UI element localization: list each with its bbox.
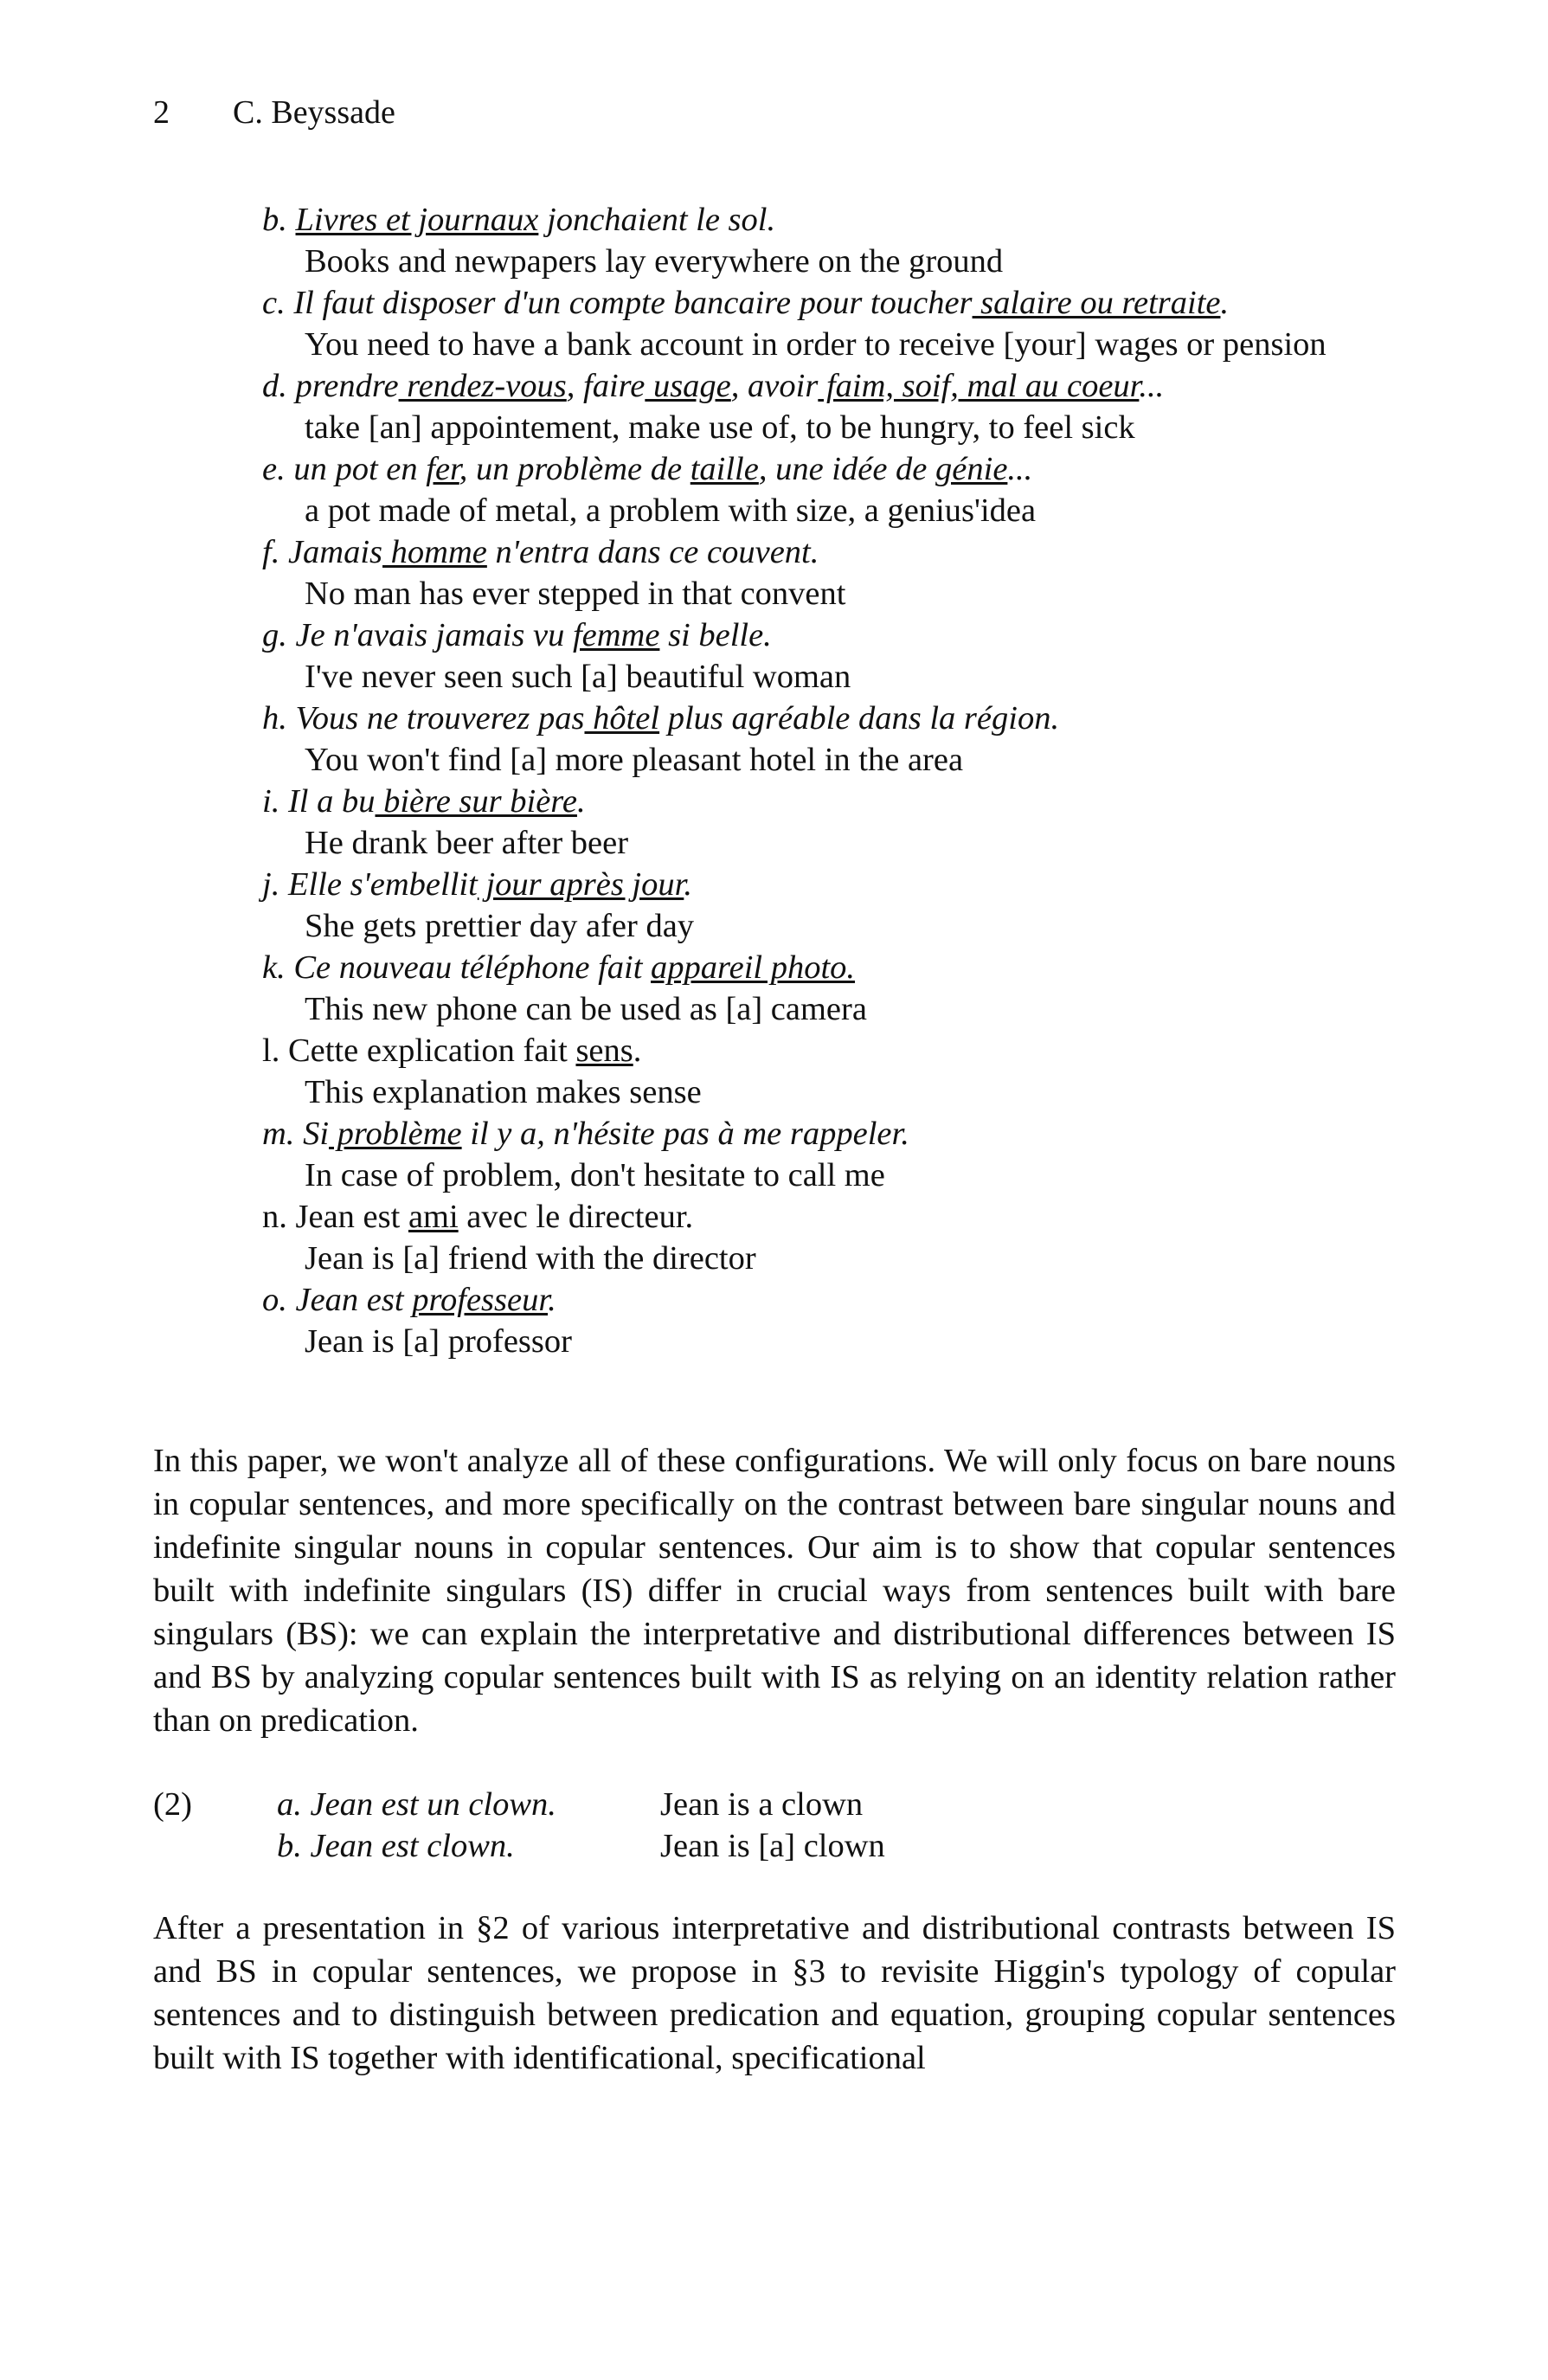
underlined-noun: usage	[645, 368, 731, 404]
body-paragraph-1: In this paper, we won't analyze all of these configurations. We will only focus on bare nouns in copular sentences, and more specifically on the contrast between bare singular nouns and indefinite singular nouns in copular sentences. Our aim is to show that copular sentences built with indefinite singulars (IS) differ in crucial ways from sentences built with bare singulars (BS): we can explain the interpretative and distributional differences between IS and BS by analyzing copular sentences built with IS as relying on an identity relation rather than on predication.	[153, 1443, 1396, 1739]
example-text: Je n'avais jamais vu	[286, 617, 573, 653]
example-item	[262, 448, 1413, 531]
example-text: Si	[294, 1116, 330, 1152]
example-text: .	[684, 866, 692, 903]
example-french	[262, 614, 1413, 656]
example-french	[262, 1113, 1413, 1155]
example-label: o.	[262, 1282, 287, 1318]
example-translation: This new phone can be used as [a] camera	[305, 991, 867, 1027]
example-item	[262, 864, 1413, 947]
example-text: .	[633, 1032, 642, 1069]
underlined-noun: génie	[935, 451, 1008, 487]
example-item	[262, 531, 1413, 614]
example-french	[262, 448, 1413, 490]
example-translation: No man has ever stepped in that convent	[305, 576, 846, 612]
example-text: si belle.	[659, 617, 772, 653]
example-french	[262, 282, 1413, 324]
underlined-noun: appareil photo.	[651, 949, 856, 986]
example-item	[262, 947, 1413, 1030]
example-item	[262, 199, 1413, 282]
example-translation: take [an] appointement, make use of, to be hungry, to feel sick	[305, 409, 1135, 446]
example-text: .	[576, 783, 586, 820]
example-item	[262, 282, 1413, 365]
example-item	[262, 1113, 1413, 1196]
underlined-noun: bière sur bière	[375, 783, 577, 820]
example-french	[262, 781, 1413, 822]
underlined-noun: fer	[426, 451, 459, 487]
example-translation: You won't find [a] more pleasant hotel in the area	[305, 742, 964, 778]
example-text: Ce nouveau téléphone fait	[285, 949, 652, 986]
example-text: Jean est	[286, 1199, 408, 1235]
underlined-noun: sens	[575, 1032, 633, 1069]
example-translation: This explanation makes sense	[305, 1074, 702, 1110]
example-translation: She gets prettier day afer day	[305, 908, 695, 944]
underlined-noun: ami	[408, 1199, 459, 1235]
underlined-noun: homme	[382, 534, 487, 570]
example-text: , avoir	[730, 368, 819, 404]
body-paragraph-2: After a presentation in §2 of various interpretative and distributional contrasts between IS and BS in copular sentences, we propose in §3 to revisite Higgin's typology of copular sentences and to distinguish between predication and equation, grouping copular sentences built with IS together with identificational, specificational	[153, 1910, 1396, 2076]
example-translation: Books and newpapers lay everywhere on the ground	[305, 243, 1004, 280]
example-2-english: Jean is a clown	[660, 1786, 864, 1823]
running-header	[153, 93, 395, 132]
author-name: C. Beyssade	[233, 94, 395, 131]
example-text: prendre	[286, 368, 399, 404]
example-text	[287, 202, 296, 238]
example-label: c.	[262, 285, 286, 321]
example-label: h.	[262, 700, 287, 737]
example-label: d.	[262, 368, 287, 404]
example-text: Cette explication fait	[279, 1032, 576, 1069]
page-number: 2	[153, 94, 170, 131]
example-french	[262, 698, 1413, 739]
example-label: m.	[262, 1116, 295, 1152]
example-item	[262, 1196, 1413, 1279]
example-2-french: a. Jean est un clown.	[277, 1786, 556, 1823]
example-item	[262, 614, 1413, 698]
example-item	[262, 1030, 1413, 1113]
example-item	[262, 365, 1413, 448]
example-text: Jean est	[286, 1282, 413, 1318]
example-french	[262, 199, 1413, 241]
example-text: Elle s'embellit	[279, 866, 478, 903]
example-translation: a pot made of metal, a problem with size, a genius'idea	[305, 492, 1037, 529]
underlined-noun: Livres et journaux	[295, 202, 539, 238]
example-text: plus agréable dans la région.	[659, 700, 1060, 737]
underlined-noun: salaire ou retraite	[972, 285, 1221, 321]
example-french	[262, 365, 1413, 407]
example-french	[262, 531, 1413, 573]
example-2	[153, 1784, 1278, 1867]
underlined-noun: taille	[690, 451, 759, 487]
example-text: ...	[1007, 451, 1033, 487]
example-text: un pot en	[285, 451, 427, 487]
example-text: Vous ne trouverez pas	[286, 700, 585, 737]
example-2-number: (2)	[153, 1786, 192, 1823]
example-text: n'entra dans ce couvent.	[486, 534, 819, 570]
example-french	[262, 1196, 1413, 1238]
example-text: il y a, n'hésite pas à me rappeler.	[461, 1116, 909, 1152]
example-text: jonchaient le sol.	[538, 202, 776, 238]
example-label: b.	[262, 202, 287, 238]
example-french	[262, 864, 1413, 905]
example-text: .	[1220, 285, 1230, 321]
example-2-row	[153, 1825, 1278, 1867]
example-label: e.	[262, 451, 286, 487]
example-french	[262, 1279, 1413, 1321]
underlined-noun: rendez-vous	[398, 368, 567, 404]
underlined-noun: professeur	[412, 1282, 549, 1318]
example-text: , faire	[566, 368, 646, 404]
example-text: Il faut disposer d'un compte bancaire pour toucher	[285, 285, 973, 321]
example-text: .	[548, 1282, 556, 1318]
example-translation: Jean is [a] friend with the director	[305, 1240, 756, 1277]
underlined-noun: femme	[572, 617, 660, 653]
example-label: f.	[262, 534, 280, 570]
example-text: ...	[1139, 368, 1165, 404]
example-label: l.	[262, 1032, 280, 1069]
underlined-noun: problème	[329, 1116, 462, 1152]
example-list-1	[262, 199, 1413, 1362]
example-french	[262, 1030, 1413, 1071]
underlined-noun: hôtel	[584, 700, 660, 737]
example-label: j.	[262, 866, 280, 903]
example-translation: I've never seen such [a] beautiful woman	[305, 659, 851, 695]
example-text: Jamais	[279, 534, 383, 570]
underlined-noun: jour après jour	[477, 866, 684, 903]
example-item	[262, 698, 1413, 781]
example-2-row	[153, 1784, 1278, 1825]
example-label: n.	[262, 1199, 287, 1235]
example-2-french: b. Jean est clown.	[277, 1828, 515, 1864]
example-item	[262, 781, 1413, 864]
example-text: , un problème de	[459, 451, 690, 487]
example-translation: In case of problem, don't hesitate to call me	[305, 1157, 885, 1193]
example-label: i.	[262, 783, 280, 820]
example-text: avec le directeur.	[458, 1199, 694, 1235]
underlined-noun: faim, soif, mal au coeur	[818, 368, 1140, 404]
example-label: g.	[262, 617, 287, 653]
example-item	[262, 1279, 1413, 1362]
example-label: k.	[262, 949, 286, 986]
example-text: , une idée de	[758, 451, 936, 487]
example-2-english: Jean is [a] clown	[660, 1828, 885, 1864]
example-translation: Jean is [a] professor	[305, 1323, 572, 1360]
example-french	[262, 947, 1413, 988]
example-translation: He drank beer after beer	[305, 825, 629, 861]
example-text: Il a bu	[279, 783, 376, 820]
example-translation: You need to have a bank account in order to receive [your] wages or pension	[305, 326, 1326, 363]
